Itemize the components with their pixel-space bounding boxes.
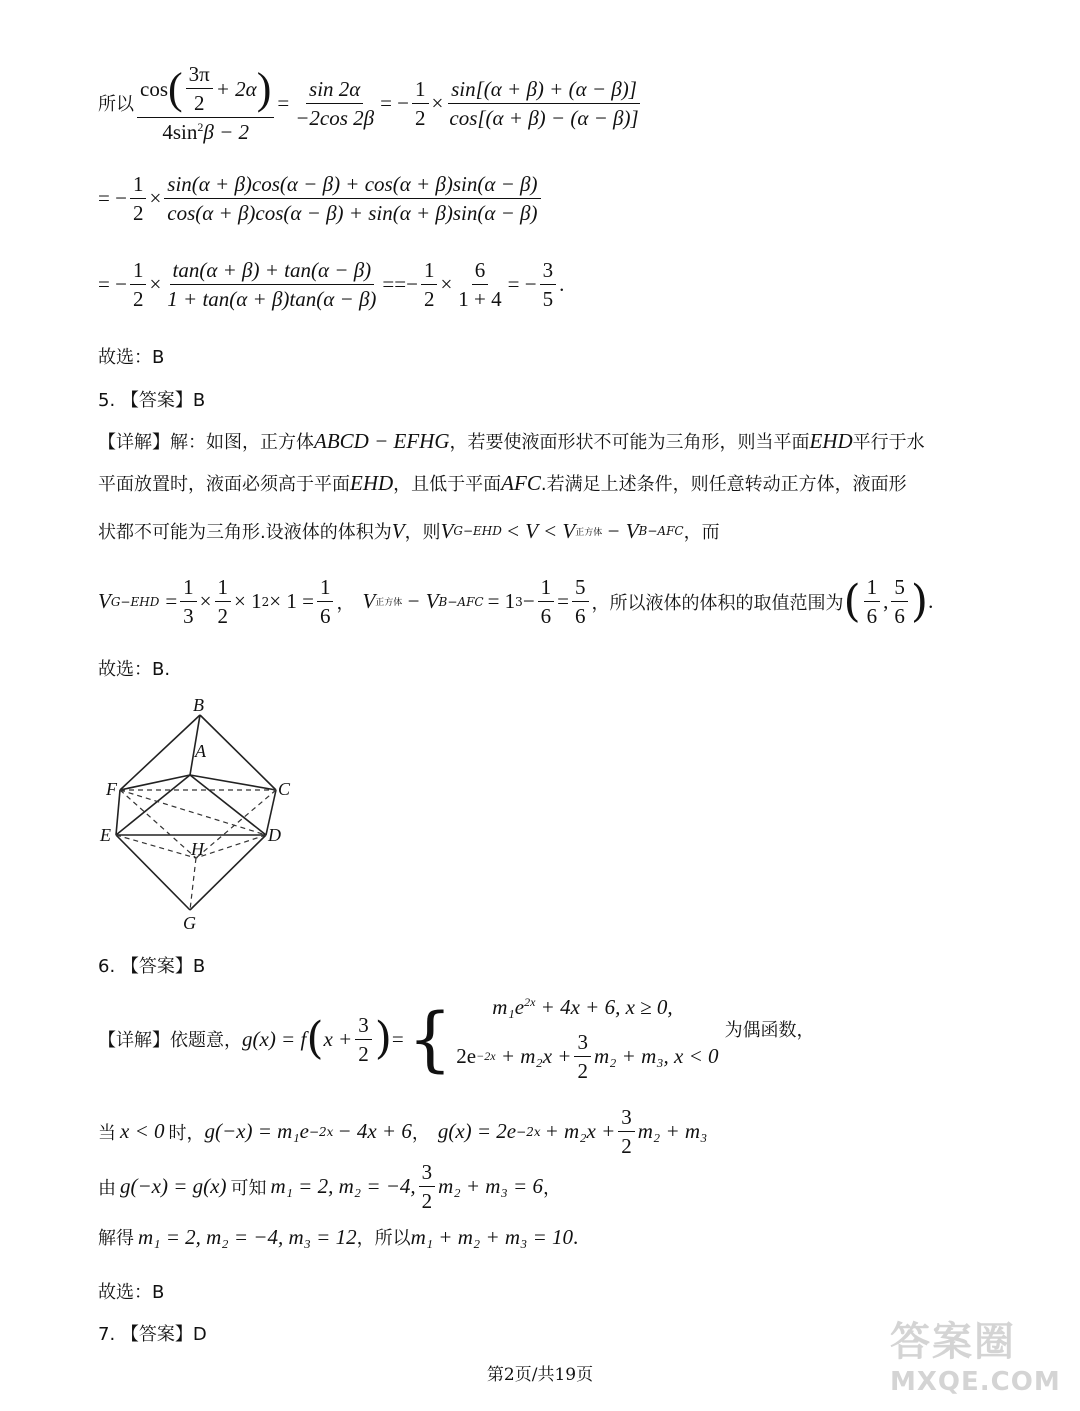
q6-line-when: 当 x < 0 时， g(−x) = m₁e −2x − 4x + 6 ， g(x) = 2e −2x + m₂x + $\frac{3}{2}$ m₂ + m₃: [98, 1105, 708, 1159]
q5-volume-calc: V G−EHD = $\frac{1}{3}$ × $\frac{1}{2}$ × 1 2 × 1 = $\frac{1}{6}$ ， V 正方体 − V B−AFC = 1 3 − $\frac{1}{6}$ = $\frac{5}{6}$ ，所以液体的体积的取值范围为 ( $\frac{1}{6}$ , $\frac{5}{6}$ ) .: [98, 575, 934, 629]
formula-line-2: = − $\frac{1}{2}$ × $\frac{\sin(\alpha + \beta)\cos(\alpha - \beta) + \cos(\alpha + \beta)\sin(\alpha - \beta)}{\cos(\alpha + \beta)\cos(\alpha - \beta) + \sin(\alpha + \beta)\sin(\alpha - \beta)}$: [98, 172, 544, 225]
choose-b-3: 故选：B: [98, 1282, 165, 1303]
answer-7: 7. 【答案】D: [98, 1324, 207, 1345]
page-footer: 第2页/共19页: [486, 1365, 594, 1385]
label-G: G: [183, 913, 196, 933]
label-F: F: [106, 779, 117, 799]
q6-piecewise: 【详解】依题意， g(x) = f ( x + $\frac{3}{2}$ ) = { $m_1e^{2x} + 4x + 6$, x ≥ 0, 2e −2x + m₂x + $\frac{3}{2}$ m₂ + m₃, x < 0 为偶函数，: [98, 995, 815, 1084]
label-D: D: [268, 825, 281, 845]
label-C: C: [278, 779, 291, 799]
fraction-cos-over-sin: cos ( $\frac{3\pi}{2}$ + 2α ) $4\sin^2\beta - 2$: [137, 62, 274, 144]
formula-line-3: = − $\frac{1}{2}$ × $\frac{\tan(\alpha + \beta) + \tan(\alpha - \beta)}{1 + \tan(\alpha + \beta)\tan(\alpha - \beta)}$ == − $\frac{1}{2}$ × $\frac{6}{1 + 4}$ = − $\frac{3}{5}$ .: [98, 258, 565, 312]
label-A: A: [195, 741, 206, 761]
formula-line-1: 所以 cos ( $\frac{3\pi}{2}$ + 2α ) $4\sin^2\beta - 2$ = $\frac{\sin 2\alpha}{-2\cos 2\beta}$ = − $\frac{1}{2}$ × $\frac{\sin[(\alpha + \beta) + (\alpha - \beta)]}{\cos[(\alpha + \beta) - (\alpha - \beta)]}$: [98, 62, 645, 144]
octahedron-figure: [98, 695, 298, 935]
fraction-sin2a: $\frac{\sin 2\alpha}{-2\cos 2\beta}$: [295, 76, 375, 130]
fraction-sum-diff: $\frac{\sin[(\alpha + \beta) + (\alpha - \beta)]}{\cos[(\alpha + \beta) - (\alpha - \beta)]}$: [449, 76, 639, 130]
q5-detail-line-3: 状都不可能为三角形.设液体的体积为 V ，则 V G−EHD < V < V 正方体 − V B−AFC ，而: [98, 518, 720, 543]
label-E: E: [100, 825, 111, 845]
q5-detail-line-2: 平面放置时，液面必须高于平面 EHD ，且低于平面 AFC .若满足上述条件，则任意转动正方体，液面形: [98, 470, 907, 495]
choose-b-2: 故选：B.: [98, 659, 171, 680]
q6-line-from: 由 g(−x) = g(x) 可知 m₁ = 2, m₂ = −4, $\frac{3}{2}$ m₂ + m₃ = 6 ，: [98, 1160, 561, 1214]
answer-6: 6. 【答案】B: [98, 956, 206, 977]
text-so: 所以: [98, 94, 134, 116]
q5-detail-line-1: 【详解】解：如图，正方体 ABCD − EFHG ，若要使液面形状不可能为三角形，则当平面 EHD 平行于水: [98, 428, 925, 453]
answer-5: 5. 【答案】B: [98, 390, 206, 411]
fraction-expanded: $\frac{\sin(\alpha + \beta)\cos(\alpha - \beta) + \cos(\alpha + \beta)\sin(\alpha - \beta)}{\cos(\alpha + \beta)\cos(\alpha - \beta) + \sin(\alpha + \beta)\sin(\alpha - \beta)}$: [164, 172, 540, 225]
watermark-logo: 答案圈 MXQE.COM: [890, 1319, 1061, 1397]
choose-b-1: 故选：B: [98, 347, 165, 368]
label-H: H: [191, 839, 204, 859]
q6-line-solve: 解得 m₁ = 2, m₂ = −4, m₃ = 12 ，所以 m₁ + m₂ + m₃ = 10 .: [98, 1224, 579, 1249]
fraction-tan: $\frac{\tan(\alpha + \beta) + \tan(\alpha - \beta)}{1 + \tan(\alpha + \beta)\tan(\alpha - \beta)}$: [167, 258, 377, 312]
label-B: B: [193, 695, 204, 715]
